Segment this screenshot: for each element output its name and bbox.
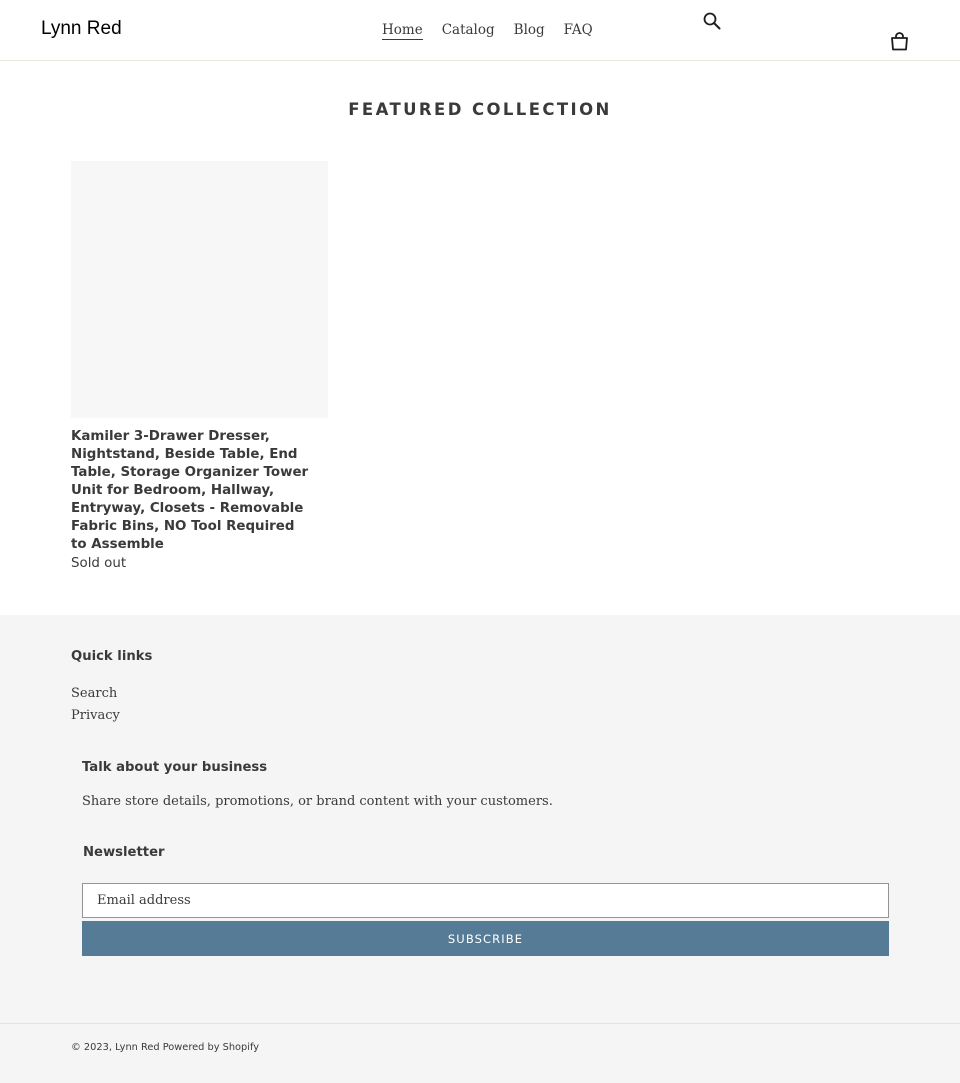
nav-item-catalog[interactable]: Catalog [441, 22, 495, 38]
copyright [71, 1042, 259, 1053]
quick-links-list [71, 683, 120, 726]
main-nav [382, 21, 593, 40]
newsletter-title: Newsletter [83, 845, 165, 860]
quick-link-item [71, 705, 120, 727]
copyright-store-link[interactable]: Lynn Red [115, 1042, 160, 1053]
powered-by-link[interactable]: Powered by Shopify [162, 1042, 260, 1053]
nav-item-faq[interactable]: FAQ [563, 22, 593, 38]
quick-link-item [71, 683, 120, 705]
search-icon[interactable] [703, 12, 721, 30]
quick-links-title: Quick links [71, 649, 153, 664]
nav-item-home[interactable]: Home [382, 22, 423, 38]
quick-link-search[interactable]: Search [71, 686, 118, 701]
business-text: Share store details, promotions, or brand content with your customers. [82, 794, 553, 809]
product-image-placeholder[interactable] [71, 161, 328, 418]
site-footer [0, 615, 960, 1083]
store-logo[interactable]: Lynn Red [41, 18, 122, 39]
business-title: Talk about your business [82, 760, 268, 775]
product-status: Sold out [71, 556, 127, 571]
site-header [0, 0, 960, 61]
cart-icon[interactable] [890, 32, 909, 51]
copyright-prefix: © 2023, [71, 1042, 112, 1053]
product-card[interactable] [71, 161, 329, 573]
footer-divider [0, 1023, 960, 1024]
email-input[interactable] [82, 883, 889, 918]
product-title[interactable]: Kamiler 3-Drawer Dresser, Nightstand, Beside Table, End Table, Storage Organizer Tower Unit for Bedroom, Hallway, Entryway, Closets - Removable Fabric Bins, NO Tool Required to Assemble [71, 429, 309, 552]
subscribe-button[interactable]: SUBSCRIBE [82, 921, 889, 956]
section-title: FEATURED COLLECTION [348, 100, 612, 119]
nav-item-blog[interactable]: Blog [513, 22, 545, 38]
quick-link-privacy[interactable]: Privacy [71, 707, 120, 723]
